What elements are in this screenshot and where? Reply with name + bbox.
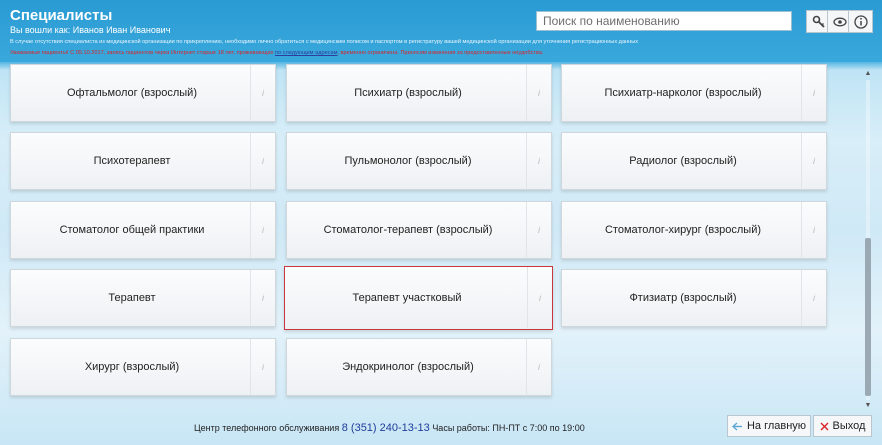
specialist-tile[interactable] xyxy=(286,201,552,259)
info-icon[interactable]: i xyxy=(801,202,826,258)
info-icon[interactable]: i xyxy=(250,202,275,258)
info-icon[interactable]: i xyxy=(250,339,275,395)
specialist-tile[interactable] xyxy=(286,338,552,396)
call-center-label: Центр телефонного обслуживания xyxy=(194,423,340,433)
exit-button[interactable] xyxy=(813,415,872,437)
tile-label: Стоматолог-хирург (взрослый) xyxy=(604,224,762,236)
key-icon xyxy=(812,15,826,29)
info-icon[interactable]: i xyxy=(250,133,275,189)
tile-label: Психиатр-нарколог (взрослый) xyxy=(604,87,762,99)
info-icon xyxy=(854,15,868,29)
tile-label: Фтизиатр (взрослый) xyxy=(629,292,737,304)
tile-label: Радиолог (взрослый) xyxy=(629,155,737,167)
info-icon[interactable]: i xyxy=(526,65,551,121)
working-hours: Часы работы: ПН-ПТ с 7:00 по 19:00 xyxy=(432,423,585,433)
warning-text xyxy=(10,50,543,56)
info-icon[interactable]: i xyxy=(801,270,826,326)
info-icon[interactable]: i xyxy=(250,270,275,326)
scrollbar[interactable] xyxy=(864,70,872,410)
specialist-tile[interactable] xyxy=(10,201,276,259)
info-icon[interactable]: i xyxy=(250,65,275,121)
specialist-tile[interactable] xyxy=(10,132,276,190)
info-icon[interactable]: i xyxy=(801,133,826,189)
arrow-left-icon xyxy=(732,422,743,431)
specialist-tile[interactable] xyxy=(10,269,276,327)
specialist-tile[interactable] xyxy=(561,269,827,327)
eye-icon xyxy=(833,15,847,29)
tile-label: Стоматолог общей практики xyxy=(59,224,205,236)
info-icon[interactable]: i xyxy=(526,202,551,258)
scroll-up-icon[interactable]: ▲ xyxy=(864,70,872,77)
close-icon xyxy=(820,422,829,431)
tile-label: Психиатр (взрослый) xyxy=(354,87,462,99)
specialist-tile[interactable] xyxy=(561,132,827,190)
info-icon[interactable]: i xyxy=(801,65,826,121)
home-button-label: На главную xyxy=(746,420,807,432)
specialist-tile[interactable] xyxy=(10,338,276,396)
footer-info xyxy=(194,422,585,434)
specialist-tile[interactable] xyxy=(286,64,552,122)
specialist-tile[interactable] xyxy=(561,64,827,122)
tile-label: Эндокринолог (взрослый) xyxy=(342,361,474,373)
specialist-tile[interactable] xyxy=(561,201,827,259)
tile-label: Психотерапевт xyxy=(93,155,171,167)
specialist-tile[interactable] xyxy=(286,132,552,190)
tile-label: Пульмонолог (взрослый) xyxy=(344,155,472,167)
info-icon[interactable]: i xyxy=(527,267,552,328)
tile-label: Офтальмолог (взрослый) xyxy=(66,87,197,99)
addresses-link[interactable]: по следующим адресам xyxy=(274,50,338,56)
scroll-thumb[interactable] xyxy=(865,238,871,396)
home-button[interactable] xyxy=(727,415,811,437)
user-info: Вы вошли как: Иванов Иван Иванович xyxy=(10,25,171,35)
specialist-tile[interactable] xyxy=(10,64,276,122)
tile-label: Терапевт участковый xyxy=(352,291,462,304)
info-icon[interactable]: i xyxy=(526,339,551,395)
tile-label: Терапевт xyxy=(108,292,156,304)
warning-text-end: , временно ограничена. Приносим извинения за предоставленные неудобства. xyxy=(337,50,544,56)
exit-button-label: Выход xyxy=(832,420,866,432)
warning-text-start: Уважаемые пациенты! С 05.10.2017, запись пациентов через Интернет старше 18 лет, проживающих xyxy=(10,50,275,56)
phone-number: 8 (351) 240-13-13 xyxy=(341,422,430,434)
tile-label: Хирург (взрослый) xyxy=(84,361,180,373)
search-input[interactable] xyxy=(536,11,792,31)
page-title: Специалисты xyxy=(10,7,113,24)
scroll-down-icon[interactable]: ▼ xyxy=(864,402,872,409)
info-button[interactable] xyxy=(848,10,873,33)
tile-label: Стоматолог-терапевт (взрослый) xyxy=(323,224,493,236)
specialist-tile-selected[interactable] xyxy=(284,266,553,330)
info-icon[interactable]: i xyxy=(526,133,551,189)
notice-text: В случае отсутствия специалиста из медицинской организации по прикреплению, необходимо лично обратиться с медицинским полисом и паспортом в регистратуру вашей медицинской организации для уточнения регистрационных данных xyxy=(10,39,639,45)
